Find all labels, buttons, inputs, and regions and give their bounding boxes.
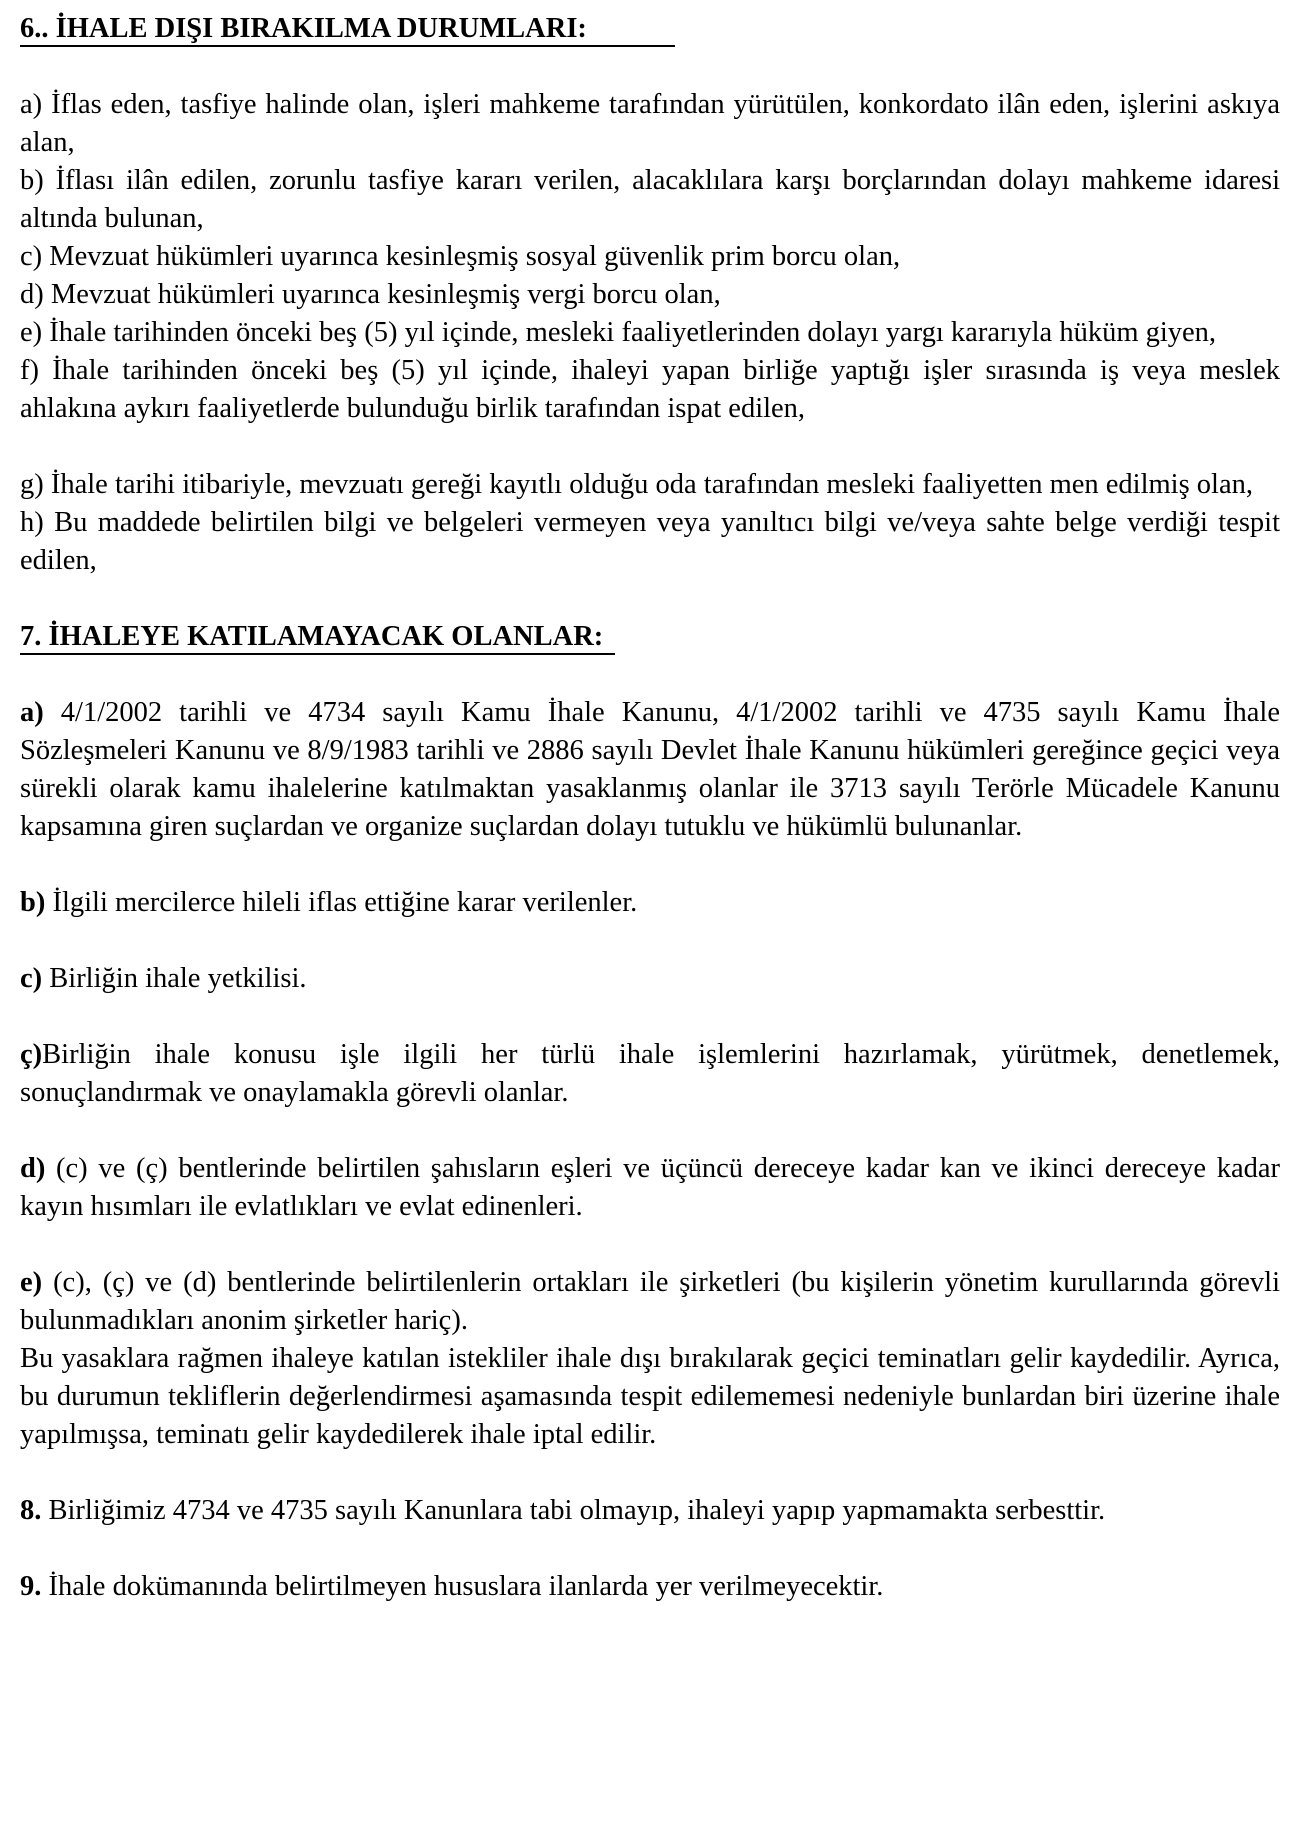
spacer [20, 922, 1280, 960]
spacer [20, 428, 1280, 466]
section-6-item-e: e) İhale tarihinden önceki beş (5) yıl içinde, mesleki faaliyetlerinden dolayı yargı kararıyla hüküm giyen, [20, 317, 1217, 348]
spacer [20, 580, 1280, 618]
section-6-item-a: a) İflas eden, tasfiye halinde olan, işleri mahkeme tarafından yürütülen, konkordato ilân eden, işlerini askıya alan, [20, 89, 1280, 158]
spacer [20, 1530, 1280, 1568]
spacer [20, 846, 1280, 884]
item-label: a) [20, 697, 44, 728]
spacer [20, 1112, 1280, 1150]
section-6-item-b: b) İflası ilân edilen, zorunlu tasfiye kararı verilen, alacaklılara karşı borçlarından dolayı mahkeme idaresi altında bulunan, [20, 165, 1280, 234]
section-7-item-c [20, 960, 1280, 998]
section-7-item-b [20, 884, 1280, 922]
spacer [20, 1454, 1280, 1492]
section-7-note: Bu yasaklara rağmen ihaleye katılan istekliler ihale dışı bırakılarak geçici teminatları gelir kaydedilir. Ayrıca, bu durumun tekliflerin değerlendirmesi aşamasında tespit edilememesi nedeniyle bunlardan biri üzerine ihale yapılmışsa, teminatı gelir kaydedilerek ihale iptal edilir. [20, 1343, 1280, 1450]
section-6-item-f: f) İhale tarihinden önceki beş (5) yıl içinde, ihaleyi yapan birliğe yaptığı işler sırasında iş veya meslek ahlakına aykırı faaliyetlerde bulunduğu birlik tarafından ispat edilen, [20, 355, 1280, 424]
item-text: Birliğin ihale yetkilisi. [42, 963, 307, 994]
item-label: e) [20, 1267, 43, 1298]
spacer [20, 48, 1280, 86]
section-6-item-h: h) Bu maddede belirtilen bilgi ve belgeleri vermeyen veya yanıltıcı bilgi ve/veya sahte belge verdiği tespit edilen, [20, 507, 1280, 576]
section-7-heading: 7. İHALEYE KATILAMAYACAK OLANLAR: [20, 621, 615, 655]
item-text: (c) ve (ç) bentlerinde belirtilen şahısların eşleri ve üçüncü dereceye kadar kan ve ikinci dereceye kadar kayın hısımları ile evlatlıkları ve evlat edinenleri. [20, 1153, 1280, 1222]
section-label: 9. [20, 1571, 42, 1602]
section-7-item-d [20, 1150, 1280, 1226]
item-label: b) [20, 887, 46, 918]
item-text: 4/1/2002 tarihli ve 4734 sayılı Kamu İhale Kanunu, 4/1/2002 tarihli ve 4735 sayılı Kamu İhale Sözleşmeleri Kanunu ve 8/9/1983 tarihli ve 2886 sayılı Devlet İhale Kanunu hükümleri gereğince geçici veya sürekli olarak kamu ihalelerine katılmaktan yasaklanmış olanlar ile 3713 sayılı Terörle Mücadele Kanunu kapsamına giren suçlardan ve organize suçlardan dolayı tutuklu ve hükümlü bulunanlar. [20, 697, 1280, 842]
item-label: ç) [20, 1039, 43, 1070]
section-6-item-c: c) Mevzuat hükümleri uyarınca kesinleşmiş sosyal güvenlik prim borcu olan, [20, 241, 901, 272]
section-text: İhale dokümanında belirtilmeyen hususlara ilanlarda yer verilmeyecektir. [41, 1571, 884, 1602]
item-label: d) [20, 1153, 46, 1184]
item-text: (c), (ç) ve (d) bentlerinde belirtilenlerin ortakları ile şirketleri (bu kişilerin yönetim kurullarında görevli bulunmadıkları anonim şirketler hariç). [20, 1267, 1280, 1336]
spacer [20, 1226, 1280, 1264]
section-text: Birliğimiz 4734 ve 4735 sayılı Kanunlara tabi olmayıp, ihaleyi yapıp yapmamakta serbesttir. [41, 1495, 1106, 1526]
section-6-heading: 6.. İHALE DIŞI BIRAKILMA DURUMLARI: [20, 13, 675, 47]
spacer [20, 998, 1280, 1036]
item-label: c) [20, 963, 43, 994]
section-7-item-e [20, 1264, 1280, 1340]
section-9 [20, 1568, 1280, 1606]
section-label: 8. [20, 1495, 42, 1526]
document-page [20, 10, 1280, 1606]
item-text: Birliğin ihale konusu işle ilgili her türlü ihale işlemlerini hazırlamak, yürütmek, denetlemek, sonuçlandırmak ve onaylamakla görevli olanlar. [20, 1039, 1280, 1108]
spacer [20, 656, 1280, 694]
section-6-item-d: d) Mevzuat hükümleri uyarınca kesinleşmiş vergi borcu olan, [20, 279, 721, 310]
section-7-item-a [20, 694, 1280, 846]
section-7-item-cc [20, 1036, 1280, 1112]
item-text: İlgili mercilerce hileli iflas ettiğine karar verilenler. [45, 887, 638, 918]
section-8 [20, 1492, 1280, 1530]
section-6-item-g: g) İhale tarihi itibariyle, mevzuatı gereği kayıtlı olduğu oda tarafından mesleki faaliyetten men edilmiş olan, [20, 469, 1254, 500]
